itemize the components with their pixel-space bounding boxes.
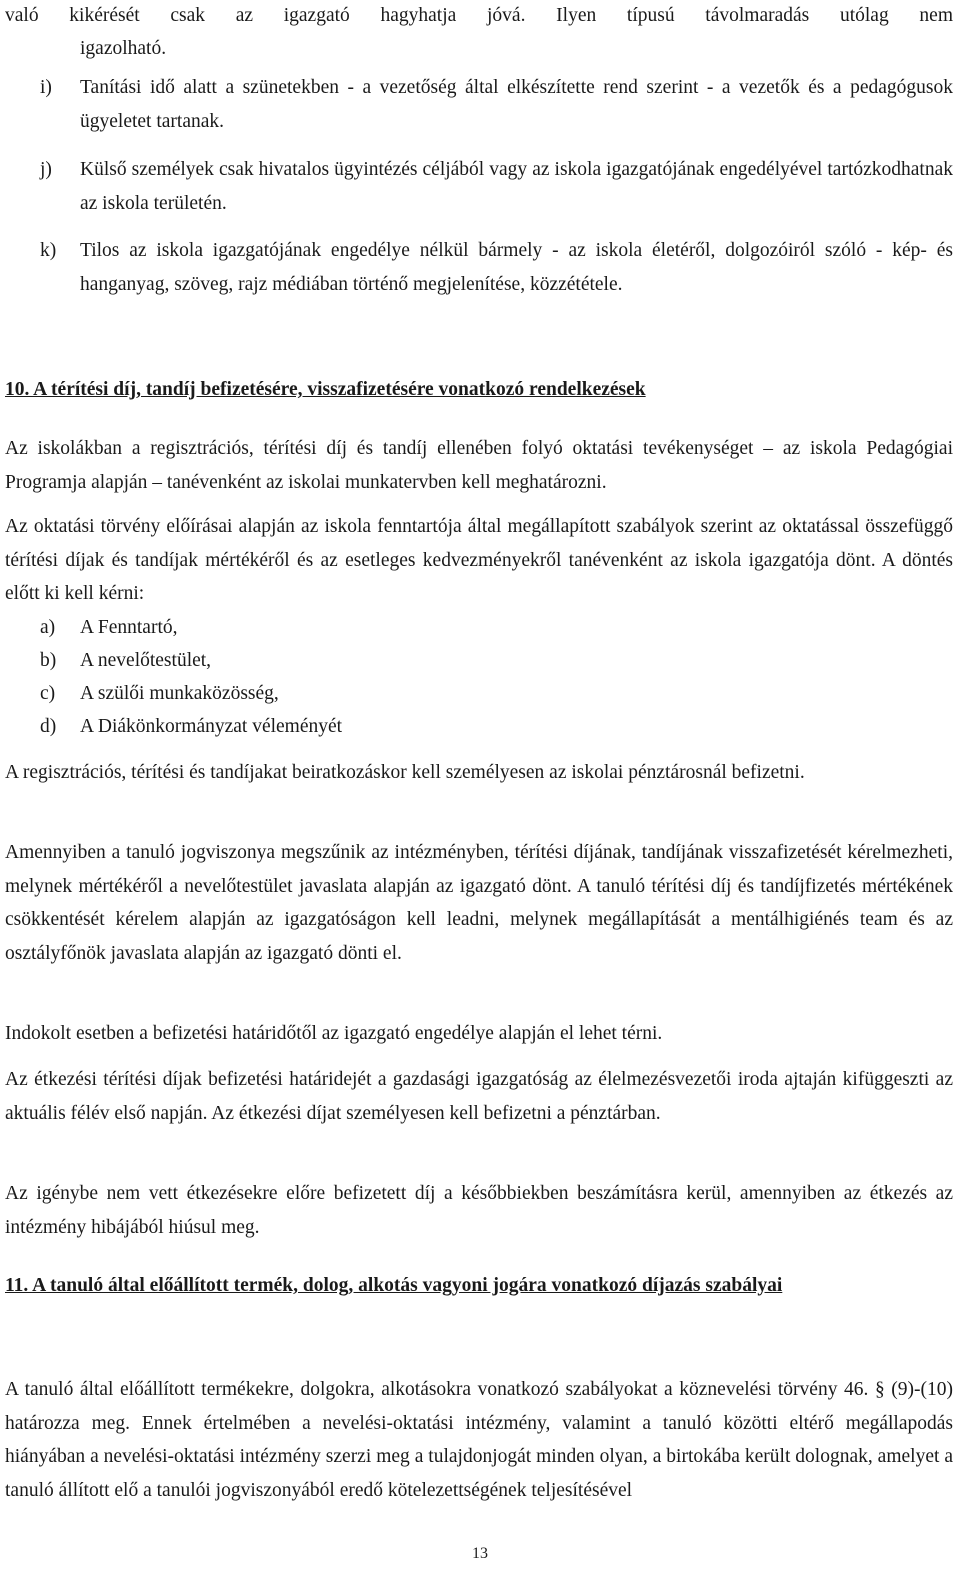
section-10-paragraph-1: Az iskolákban a regisztrációs, térítési díj és tandíj ellenében folyó oktatási tevékenységet – az iskola Pedagógiai Programja alapján – tanévenként az iskolai munkatervben kell meghatározni.: [5, 438, 953, 493]
list-marker: a): [40, 617, 56, 638]
list-text: A Diákönkormányzat véleményét: [80, 716, 343, 737]
list-item-i: [40, 71, 953, 138]
page-number: 13: [472, 1545, 488, 1562]
section-10-paragraph-2: Az oktatási törvény előírásai alapján az iskola fenntartója által megállapított szabályok szerint az oktatással összefüggő térítési díjak és tandíjak mértékéről és az esetleges kedvezményekről tanévenként az iskola igazgatója dönt. A döntés előtt ki kell kérni:: [5, 516, 953, 604]
list-item-a: [40, 611, 178, 645]
section-10-paragraph-6: Az étkezési térítési díjak befizetési határidejét a gazdasági igazgatóság az élelmezésvezetői iroda ajtaján kifüggeszti az aktuális félév első napján. Az étkezési díjat személyesen kell befizetni a pénztárban.: [5, 1069, 953, 1124]
list-item-b: [40, 644, 211, 678]
list-marker: j): [40, 159, 52, 180]
section-10-paragraph-5: Indokolt esetben a befizetési határidőtől az igazgató engedélye alapján el lehet térni.: [5, 1023, 663, 1044]
section-11-paragraph-1: A tanuló által előállított termékekre, dolgokra, alkotásokra vonatkozó szabályokat a köznevelési törvény 46. § (9)-(10) határozza meg. Ennek értelmében a nevelési-oktatási intézmény, valamint a tanuló közötti eltérő megállapodás hiányában a nevelési-oktatási intézmény szerzi meg a tulajdonjogát minden olyan, a birtokába került dolognak, amelyet a tanuló állított elő a tanulói jogviszonyából eredő kötelezettségének teljesítésével: [5, 1379, 953, 1501]
section-11-heading: 11. A tanuló által előállított termék, dolog, alkotás vagyoni jogára vonatkozó díjazás szabályai: [5, 1275, 783, 1296]
section-10-paragraph-3: A regisztrációs, térítési és tandíjakat beiratkozáskor kell személyesen az iskolai pénztárosnál befizetni.: [5, 762, 805, 783]
list-item-d: [40, 710, 342, 744]
top-line-2: igazolható.: [80, 38, 167, 59]
section-10-heading: 10. A térítési díj, tandíj befizetésére, visszafizetésére vonatkozó rendelkezések: [5, 379, 646, 400]
list-text: A Fenntartó,: [80, 617, 178, 638]
list-marker: c): [40, 683, 56, 704]
list-text: Tanítási idő alatt a szünetekben - a vezetőség által elkészítette rend szerint - a vezetők és a pedagógusok ügyeletet tartanak.: [80, 77, 953, 132]
list-item-c: [40, 677, 279, 711]
list-marker: k): [40, 240, 57, 261]
list-item-k: [40, 234, 953, 301]
list-text: A nevelőtestület,: [80, 650, 212, 671]
list-text: A szülői munkaközösség,: [80, 683, 279, 704]
section-10-paragraph-7: Az igénybe nem vett étkezésekre előre befizetett díj a későbbiekben beszámításra kerül, amennyiben az étkezés az intézmény hibájából hiúsul meg.: [5, 1183, 953, 1238]
top-line-1: való kikérését csak az igazgató hagyhatja jóvá. Ilyen típusú távolmaradás utólag nem: [5, 5, 953, 26]
list-marker: d): [40, 716, 57, 737]
list-marker: i): [40, 77, 52, 98]
list-text: Külső személyek csak hivatalos ügyintézés céljából vagy az iskola igazgatójának engedélyével tartózkodhatnak az iskola területén.: [80, 159, 953, 214]
section-10-paragraph-4: Amennyiben a tanuló jogviszonya megszűnik az intézményben, térítési díjának, tandíjának visszafizetését kérelmezheti, melynek mértékéről a nevelőtestület javaslata alapján az igazgató dönt. A tanuló térítési díj és tandíjfizetés mértékének csökkentését kérelem alapján az igazgatóságon kell leadni, melynek megállapítását a mentálhigiénés team és az osztályfőnök javaslata alapján az igazgató dönti el.: [5, 842, 953, 964]
list-item-j: [40, 153, 953, 220]
list-marker: b): [40, 650, 57, 671]
list-text: Tilos az iskola igazgatójának engedélye nélkül bármely - az iskola életéről, dolgozóiról szóló - kép- és hanganyag, szöveg, rajz médiában történő megjelenítése, közzététele.: [80, 240, 953, 295]
